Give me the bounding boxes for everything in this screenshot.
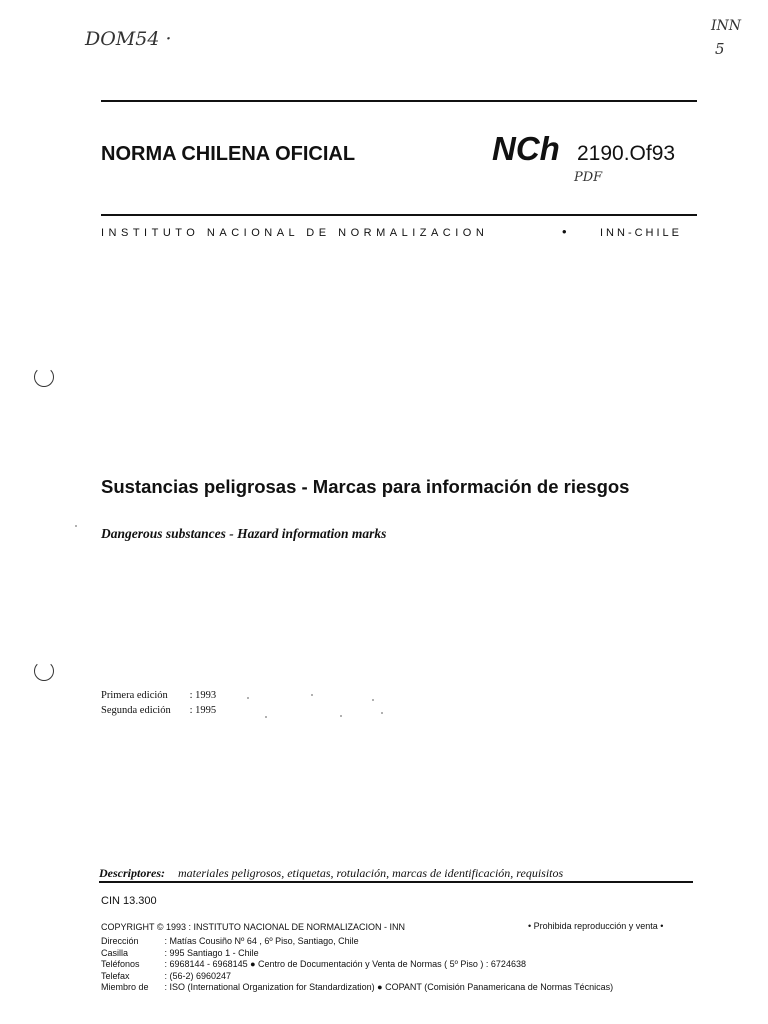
- handwritten-pdf-mark: PDF: [574, 170, 603, 185]
- member-value: : ISO (International Organization for Standardization) ● COPANT (Comisión Panamericana de Normas Técnicas): [164, 982, 614, 992]
- mailbox-value: : 995 Santiago 1 - Chile: [164, 948, 259, 958]
- mailbox-row: [101, 948, 259, 958]
- scan-speck: [75, 525, 77, 527]
- phones-row: [101, 959, 526, 969]
- address-row: [101, 936, 359, 946]
- fax-row: [101, 971, 231, 981]
- edition-row: [101, 690, 216, 701]
- mailbox-key: Casilla: [101, 948, 129, 958]
- descriptors-line: [99, 866, 563, 881]
- punch-hole-top: [34, 367, 54, 387]
- member-key: Miembro de: [101, 982, 149, 992]
- cin-code: CIN 13.300: [101, 895, 157, 907]
- address-key: Dirección: [101, 936, 139, 946]
- edition-row: [101, 705, 216, 716]
- handwritten-doc-code: DOM54 ·: [85, 28, 172, 50]
- english-title: Dangerous substances - Hazard information marks: [101, 526, 387, 541]
- edition-label: Segunda edición: [101, 705, 171, 716]
- scan-speck: [247, 697, 249, 699]
- nch-logo: NCh: [492, 130, 560, 167]
- top-rule: [101, 100, 697, 102]
- handwritten-number-note: 5: [715, 40, 725, 58]
- institute-bullet: •: [562, 224, 567, 239]
- prohibited-notice: • Prohibida reproducción y venta •: [528, 921, 664, 931]
- descriptors-value: materiales peligrosos, etiquetas, rotulación, marcas de identificación, requisitos: [178, 866, 564, 880]
- fax-value: : (56-2) 6960247: [164, 971, 232, 981]
- scan-speck: [381, 712, 383, 714]
- edition-year: : 1995: [189, 705, 217, 716]
- punch-hole-middle: [34, 661, 54, 681]
- descriptors-label: Descriptores:: [99, 866, 165, 880]
- edition-year: : 1993: [189, 690, 217, 701]
- scan-speck: [311, 694, 313, 696]
- handwritten-inn-note: INN: [711, 18, 742, 34]
- institute-name: INSTITUTO NACIONAL DE NORMALIZACION: [101, 227, 489, 239]
- edition-label: Primera edición: [101, 690, 168, 701]
- member-row: [101, 982, 613, 992]
- descriptors-rule: [99, 881, 693, 883]
- scan-speck: [340, 715, 342, 717]
- institute-abbrev: INN-CHILE: [600, 227, 683, 239]
- phones-key: Teléfonos: [101, 959, 140, 969]
- standard-code: 2190.Of93: [577, 142, 676, 165]
- spanish-title: Sustancias peligrosas - Marcas para información de riesgos: [101, 476, 630, 497]
- copyright-line: COPYRIGHT © 1993 : INSTITUTO NACIONAL DE NORMALIZACION - INN: [101, 922, 406, 932]
- fax-key: Telefax: [101, 971, 130, 981]
- scan-speck: [372, 699, 374, 701]
- institute-rule: [101, 214, 697, 216]
- phones-value: : 6968144 - 6968145 ● Centro de Documentación y Venta de Normas ( 5º Piso ) : 6724638: [164, 959, 526, 969]
- scan-speck: [265, 716, 267, 718]
- address-value: : Matías Cousiño Nº 64 , 6º Piso, Santiago, Chile: [164, 936, 359, 946]
- norma-title: NORMA CHILENA OFICIAL: [101, 143, 356, 165]
